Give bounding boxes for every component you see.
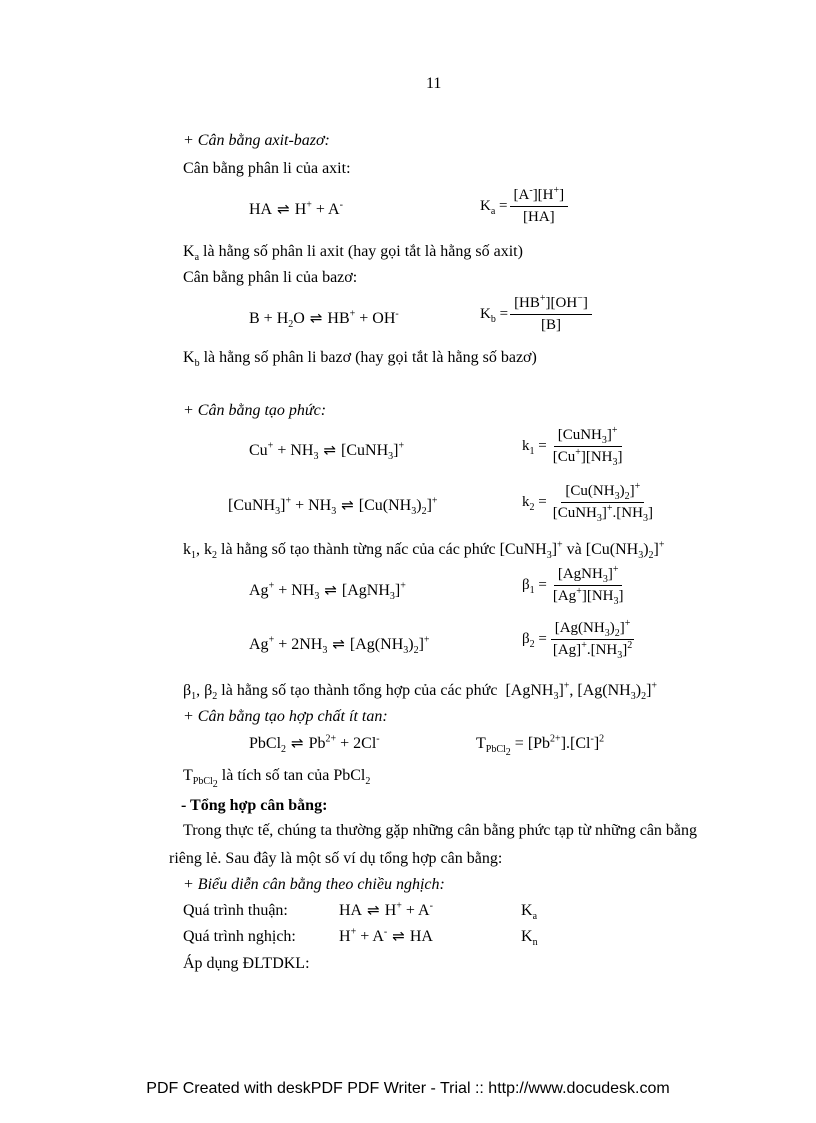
forward-label: Quá trình thuận: bbox=[183, 902, 288, 919]
reverse-equation: H+ + A- ⇌ HA bbox=[339, 926, 433, 945]
ka-expression: $K_a$ = $\frac{[A^-][H^+]}{[HA]}$ bbox=[480, 188, 568, 225]
summary-para-line1: Trong thực tế, chúng ta thường gặp những cân bằng phức tạp từ những cân bằng bbox=[183, 822, 698, 839]
complex-eq-3: $Ag^+ + NH_3$ ⇌ [AgNH$_3$]+ bbox=[249, 580, 406, 603]
reverse-constant: $K_n$ bbox=[521, 928, 538, 949]
kb-note: $K_b$ là hằng số phân li bazơ (hay gọi tắt là hằng số bazơ) bbox=[183, 349, 537, 370]
forward-constant: $K_a$ bbox=[521, 902, 538, 923]
precipitate-equation: PbCl$_2$ ⇌ $Pb^{2+} + 2Cl^-$ bbox=[249, 733, 380, 756]
beta2-expression: $\beta_2$ = $\frac{[Ag(NH_3)_2]^+}{[Ag]^+.[NH_3]^2}$ bbox=[522, 621, 636, 658]
page-number: 11 bbox=[426, 75, 442, 92]
acid-equation: HA ⇌ H+ + A- bbox=[249, 199, 343, 218]
forward-equation: HA ⇌ H+ + A- bbox=[339, 900, 433, 919]
complex-eq-1: $Cu^+ + NH_3$ ⇌ [CuNH$_3$]+ bbox=[249, 440, 405, 463]
acid-intro: Cân bằng phân li của axit: bbox=[183, 160, 351, 177]
complex-heading: + Cân bằng tạo phức: bbox=[183, 402, 327, 419]
base-intro: Cân bằng phân li của bazơ: bbox=[183, 269, 358, 286]
kb-expression: $K_b$ = $\frac{[HB^+][OH^-]}{[B]}$ bbox=[480, 296, 592, 333]
base-equation: $B + H_2O$ ⇌ HB+ + OH- bbox=[249, 308, 399, 331]
complex-eq-4: $Ag^+ + 2NH_3$ ⇌ $[Ag(NH_3)_2]^+$ bbox=[249, 634, 430, 657]
k2-expression: $k_2$ = $\frac{[Cu(NH_3)_2]^+}{[CuNH_3]^+.[NH_3]}$ bbox=[522, 481, 653, 524]
complex-eq-2: [CuNH$_3$]+ + $NH_3$ ⇌ $[Cu(NH_3)_2]^+$ bbox=[228, 495, 438, 518]
reverse-label: Quá trình nghịch: bbox=[183, 928, 296, 945]
reverse-heading: + Biểu diễn cân bằng theo chiều nghịch: bbox=[183, 876, 445, 893]
beta-note: $\beta_1$, $\beta_2$ là hằng số tạo thành tổng hợp của các phức [AgNH$_3$]+, $[Ag(NH_3)_2]^+$ bbox=[183, 680, 658, 703]
precipitate-heading: + Cân bằng tạo hợp chất ít tan: bbox=[183, 708, 388, 725]
summary-heading: - Tổng hợp cân bằng: bbox=[181, 797, 328, 814]
apply-label: Áp dụng ĐLTDKL: bbox=[183, 955, 310, 972]
acid-base-heading: + Cân bằng axit-bazơ: bbox=[183, 132, 330, 149]
ka-note: $K_a$ là hằng số phân li axit (hay gọi tắt là hằng số axit) bbox=[183, 243, 523, 264]
ksp-expression: $T_{PbCl_2} = [Pb^{2+}].[Cl^-]^2$ bbox=[476, 733, 605, 759]
k1-expression: $k_1$ = $\frac{[CuNH_3]^+}{[Cu^+][NH_3]}$ bbox=[522, 425, 623, 468]
summary-para-line2: riêng lẻ. Sau đây là một số ví dụ tổng hợp cân bằng: bbox=[169, 850, 503, 867]
beta1-expression: $\beta_1$ = $\frac{[AgNH_3]^+}{[Ag^+][NH_3]}$ bbox=[522, 564, 624, 607]
k-note: $k_1$, $k_2$ là hằng số tạo thành từng nấc của các phức [CuNH$_3$]+ và $[Cu(NH_3)_2]^+$ bbox=[183, 539, 665, 562]
pdf-footer: PDF Created with deskPDF PDF Writer - Trial :: http://www.docudesk.com bbox=[146, 1080, 670, 1097]
ksp-note: $T_{PbCl_2}$ là tích số tan của PbCl$_2$ bbox=[183, 767, 371, 791]
